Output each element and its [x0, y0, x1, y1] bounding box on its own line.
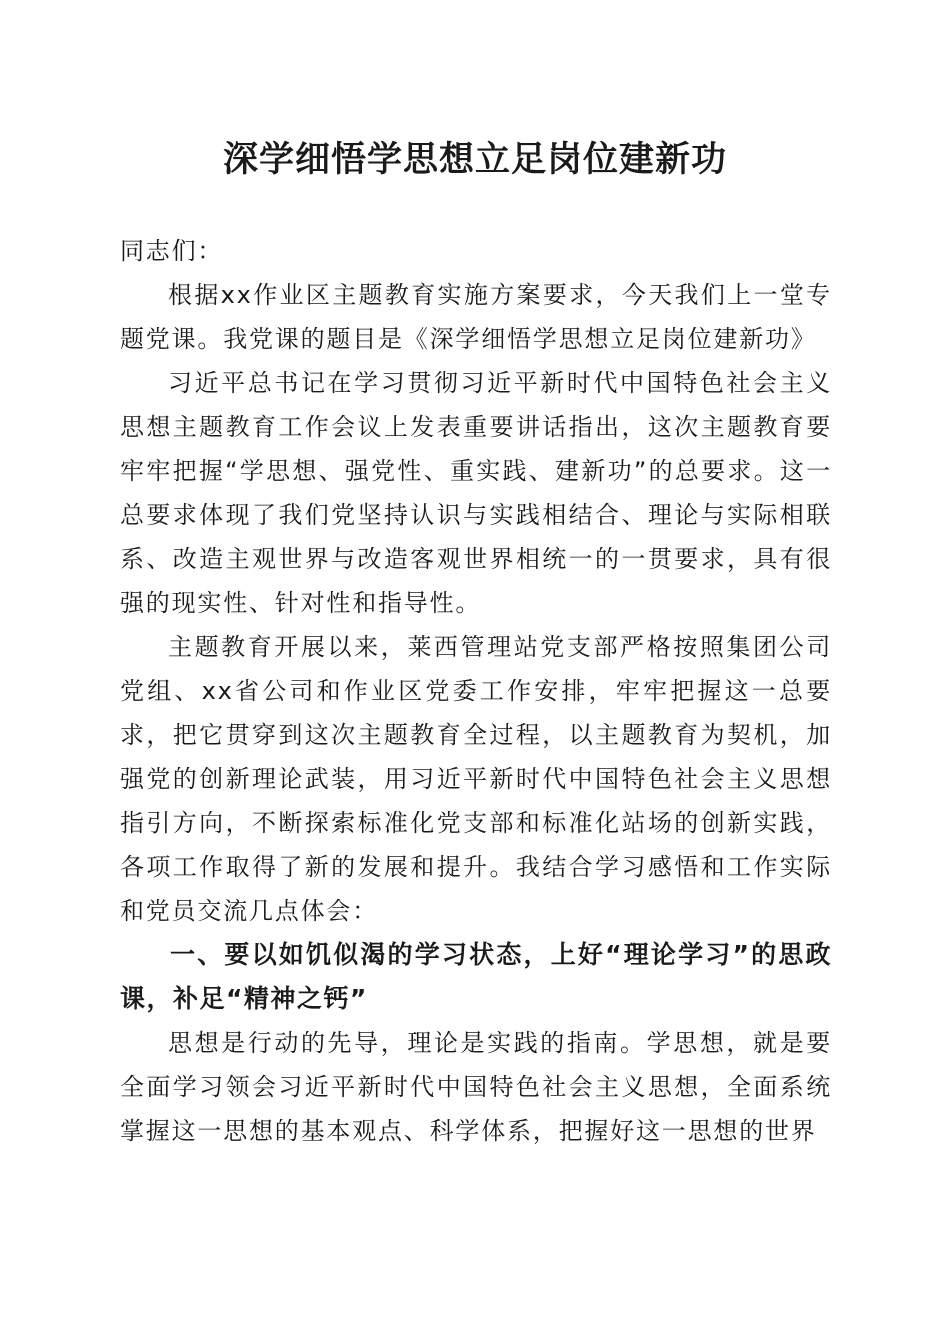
paragraph-requirements: 习近平总书记在学习贯彻习近平新时代中国特色社会主义思想主题教育工作会议上发表重要讲话指出，这次主题教育要牢牢把握“学思想、强党性、重实践、建新功”的总要求。这一总要求体现了我们党坚持认识与实践相结合、理论与实际相联系、改造主观世界与改造客观世界相统一的一贯要求，具有很强的现实性、针对性和指导性。	[120, 369, 832, 617]
document-title: 深学细悟学思想立足岗位建新功	[222, 139, 727, 180]
paragraph-intro: 根据xx作业区主题教育实施方案要求，今天我们上一堂专题党课。我党课的题目是《深学细悟学思想立足岗位建新功》	[120, 281, 832, 353]
paragraph-progress: 主题教育开展以来，莱西管理站党支部严格按照集团公司党组、xx省公司和作业区党委工作安排，牢牢把握这一总要求，把它贯穿到这次主题教育全过程，以主题教育为契机，加强党的创新理论武装，用习近平新时代中国特色社会主义思想指引方向，不断探索标准化党支部和标准化站场的创新实践，各项工作取得了新的发展和提升。我结合学习感悟和工作实际和党员交流几点体会：	[120, 633, 832, 925]
section-heading: 一、要以如饥似渴的学习状态，上好“理论学习”的思政课，补足“精神之钙”	[120, 940, 832, 1013]
paragraph-section-one: 思想是行动的先导，理论是实践的指南。学思想，就是要全面学习领会习近平新时代中国特色社会主义思想，全面系统掌握这一思想的基本观点、科学体系，把握好这一思想的世界	[120, 1029, 832, 1145]
document-body	[120, 229, 832, 1153]
greeting: 同志们：	[120, 237, 224, 265]
